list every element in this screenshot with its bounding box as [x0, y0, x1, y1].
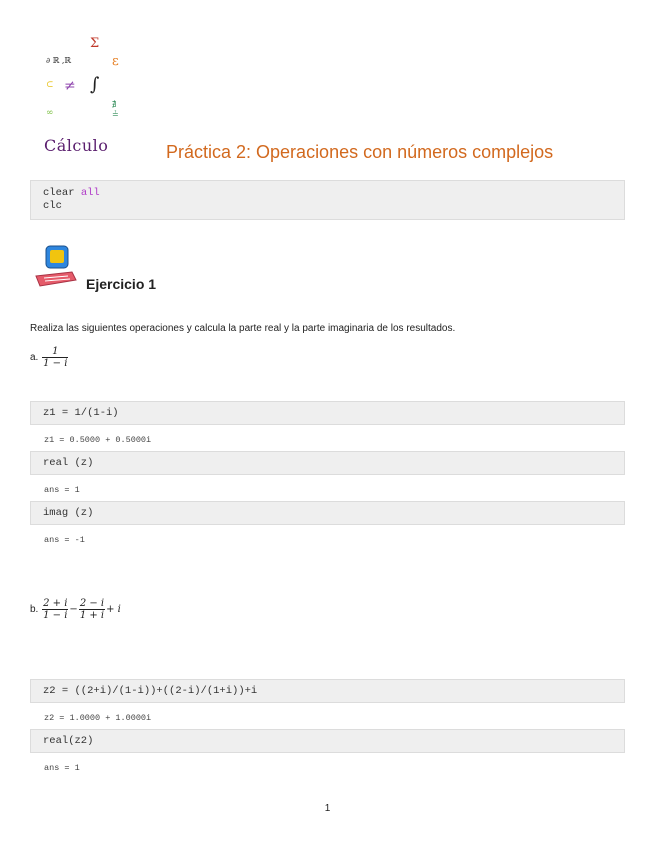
code-block-real-z[interactable]: real (z) — [30, 451, 625, 475]
code-clc: clc — [43, 200, 62, 212]
code-all-keyword: all — [80, 187, 100, 199]
logo-small-symbol-2: ≟ — [112, 110, 119, 119]
output-real-z: ans = 1 — [44, 485, 80, 495]
output-imag-z: ans = -1 — [44, 535, 85, 545]
fraction-a-denominator: 1 − i — [43, 358, 68, 369]
fraction-b2-numerator: 2 − i — [79, 598, 105, 609]
output-real-z2: ans = 1 — [44, 763, 80, 773]
logo-neq-symbol: ≠ — [64, 78, 76, 94]
code-block-imag-z[interactable]: imag (z) — [30, 501, 625, 525]
logo-integral-symbol: ∫ — [90, 74, 100, 95]
fraction-b2 — [79, 598, 105, 621]
output-z1: z1 = 0.5000 + 0.5000i — [44, 435, 152, 445]
computer-icon — [32, 244, 80, 288]
item-b-formula — [30, 598, 121, 621]
code-block-z1[interactable]: z1 = 1/(1-i) — [30, 401, 625, 425]
code-block-real-z2[interactable]: real(z2) — [30, 729, 625, 753]
page-title: Práctica 2: Operaciones con números complejos — [166, 142, 554, 162]
page-number: 1 — [324, 803, 331, 814]
fraction-a — [42, 346, 68, 369]
fraction-b1 — [42, 598, 68, 621]
item-a-formula — [30, 346, 69, 369]
exercise-instructions: Realiza las siguientes operaciones y calcula la parte real y la parte imaginaria de los resultados. — [30, 323, 456, 334]
minus-sign: − — [69, 604, 78, 616]
code-block-z2[interactable]: z2 = ((2+i)/(1-i))+((2-i)/(1+i))+i — [30, 679, 625, 703]
logo-subset-symbol: ⊂ — [46, 80, 54, 90]
fraction-b1-denominator: 1 − i — [43, 610, 68, 621]
exercise-heading: Ejercicio 1 — [86, 276, 157, 292]
fraction-a-numerator: 1 — [42, 346, 68, 358]
code-clear: clear — [43, 187, 75, 199]
code-block-setup[interactable] — [30, 180, 625, 220]
output-z2: z2 = 1.0000 + 1.0000i — [44, 713, 152, 723]
plus-i-term: + i — [106, 604, 121, 616]
logo-wordmark: Cálculo — [44, 136, 109, 155]
logo-small-symbol: ∄ — [112, 100, 117, 109]
item-a-label: a. — [30, 352, 39, 364]
logo-epsilon-symbol: ε — [112, 54, 119, 69]
logo-sigma-symbol: Σ — [90, 36, 100, 51]
fraction-b1-numerator: 2 + i — [43, 598, 68, 609]
calculo-logo — [40, 36, 140, 151]
fraction-b2-denominator: 1 + i — [79, 610, 105, 621]
logo-r-symbols: ∂ ℝ ,ℝ — [46, 56, 72, 65]
item-b-label: b. — [30, 604, 39, 616]
logo-infinity-symbol: ∞ — [46, 108, 54, 118]
